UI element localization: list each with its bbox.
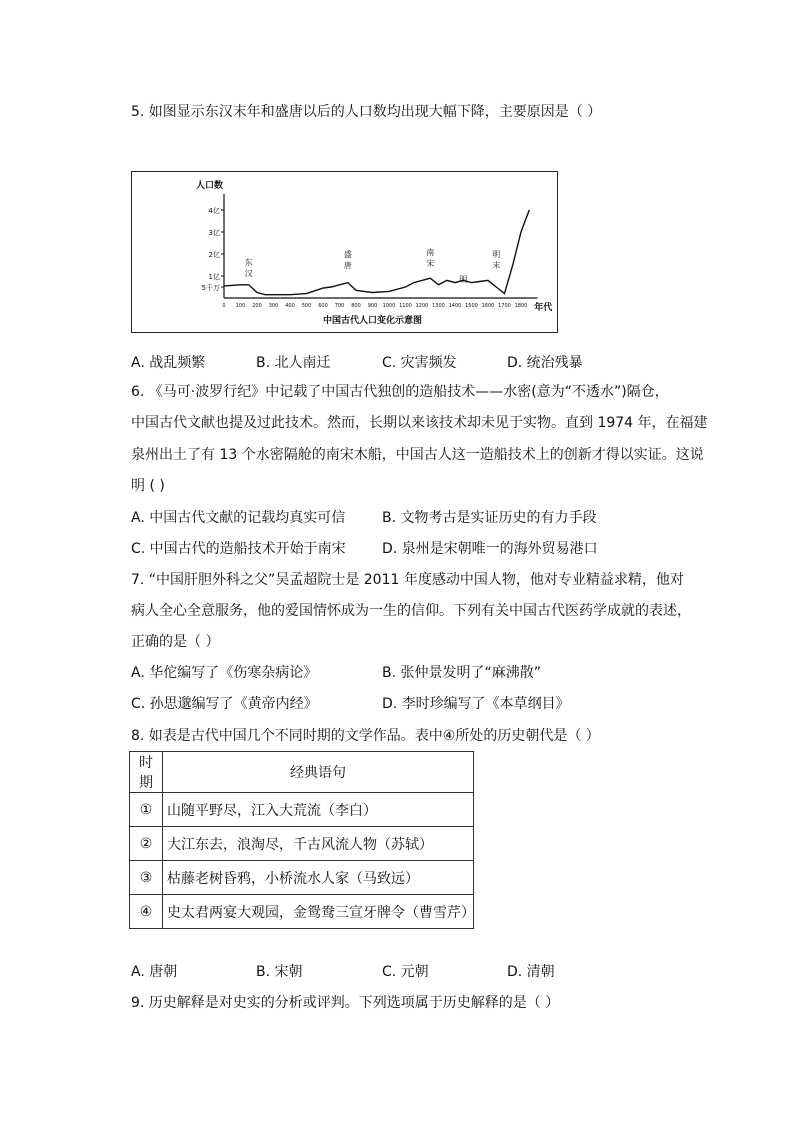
x-tick-label: 1000 <box>382 303 396 309</box>
annotation-label: 明 <box>459 275 468 284</box>
y-tick-label: 3亿 <box>208 229 220 237</box>
table-cell-quote: 山随平野尽，江入大荒流（李白） <box>163 793 474 827</box>
q7-line-3: 正确的是（ ） <box>131 634 220 650</box>
q6-option-a[interactable]: A. 中国古代文献的记载均真实可信 <box>131 510 346 526</box>
table-row <box>130 793 474 827</box>
x-tick-label: 700 <box>334 303 345 309</box>
q8-option-c[interactable]: C. 元朝 <box>382 964 429 980</box>
x-tick-label: 0 <box>222 303 226 309</box>
q7-option-d[interactable]: D. 李时珍编写了《本草纲目》 <box>382 696 570 712</box>
x-tick-label: 1800 <box>514 303 528 309</box>
annotation-label: 东 <box>244 258 253 267</box>
chart-title: 中国古代人口变化示意图 <box>322 316 423 326</box>
q8-stem: 8. 如表是古代中国几个不同时期的文学作品。表中④所处的历史朝代是（ ） <box>131 728 600 744</box>
q5-stem: 5. 如图显示东汉末年和盛唐以后的人口数均出现大幅下降，主要原因是（ ） <box>131 104 602 120</box>
q5-option-b[interactable]: B. 北人南迁 <box>256 355 331 371</box>
q7-option-b[interactable]: B. 张仲景发明了“麻沸散” <box>382 665 542 681</box>
x-tick-label: 1600 <box>481 303 495 309</box>
table-cell-period: ③ <box>130 861 163 895</box>
table-cell-quote: 大江东去，浪淘尽，千古风流人物（苏轼） <box>163 827 474 861</box>
q7-option-a[interactable]: A. 华佗编写了《伤寒杂病论》 <box>131 665 318 681</box>
x-tick-label: 500 <box>301 303 312 309</box>
table-cell-quote: 枯藤老树昏鸦，小桥流水人家（马致远） <box>163 861 474 895</box>
x-tick-label: 1500 <box>465 303 478 309</box>
x-tick-label: 1700 <box>498 303 511 309</box>
annotation-label: 盛 <box>343 250 352 259</box>
x-tick-label: 100 <box>235 303 246 309</box>
annotation-label: 明 <box>492 250 501 259</box>
q6-line-3: 泉州出土了有 13 个水密隔舱的南宋木船，中国古人这一造船技术上的创新才得以实证。这说 <box>131 447 704 463</box>
x-tick-label: 400 <box>285 303 295 309</box>
table-cell-quote: 史太君两宴大观园，金鸳鸯三宣牙牌令（曹雪芹） <box>163 895 474 929</box>
annotation-label: 南 <box>426 248 435 257</box>
x-tick-label: 900 <box>367 303 378 309</box>
q6-line-2: 中国古代文献也提及过此技术。然而，长期以来该技术却未见于实物。直到 1974 年，在福建 <box>131 415 708 431</box>
q6-option-d[interactable]: D. 泉州是宋朝唯一的海外贸易港口 <box>382 541 598 557</box>
population-chart <box>132 172 557 332</box>
x-tick-label: 600 <box>318 303 328 309</box>
y-tick-label: 4亿 <box>208 207 220 215</box>
q7-option-c[interactable]: C. 孙思邈编写了《黄帝内经》 <box>131 696 318 712</box>
q6-line-4: 明 ( ) <box>131 478 165 494</box>
x-tick-label: 800 <box>351 303 361 309</box>
x-tick-label: 1400 <box>448 303 462 309</box>
table-row <box>130 895 474 929</box>
q6-option-c[interactable]: C. 中国古代的造船技术开始于南宋 <box>131 541 346 557</box>
y-tick-label: 2亿 <box>208 251 220 259</box>
y-tick-label: 5千万 <box>201 284 220 292</box>
table-row <box>130 861 474 895</box>
x-tick-label: 1100 <box>399 303 412 309</box>
table-row <box>130 827 474 861</box>
q9-stem: 9. 历史解释是对史实的分析或评判。下列选项属于历史解释的是（ ） <box>131 995 560 1011</box>
table-cell-period: ① <box>130 793 163 827</box>
q5-option-c[interactable]: C. 灾害频发 <box>382 355 457 371</box>
q8-option-a[interactable]: A. 唐朝 <box>131 964 178 980</box>
table-header-period: 时期 <box>130 752 163 793</box>
y-axis-label: 人口数 <box>196 181 224 191</box>
population-line <box>224 210 529 295</box>
q6-line-1: 6. 《马可·波罗行纪》中记载了中国古代独创的造船技术——水密(意为“不透水”)隔仓， <box>131 384 669 400</box>
table-cell-period: ② <box>130 827 163 861</box>
literature-table <box>129 751 474 929</box>
q6-option-b[interactable]: B. 文物考古是实证历史的有力手段 <box>382 510 597 526</box>
x-tick-label: 200 <box>252 303 262 309</box>
q5-option-a[interactable]: A. 战乱频繁 <box>131 355 206 371</box>
x-tick-label: 1300 <box>432 303 445 309</box>
table-header-row <box>130 752 474 793</box>
q8-option-d[interactable]: D. 清朝 <box>507 964 555 980</box>
annotation-label: 宋 <box>426 259 435 268</box>
x-tick-label: 1200 <box>415 303 429 309</box>
y-tick-label: 1亿 <box>208 273 220 281</box>
annotation-label: 汉 <box>244 269 253 278</box>
table-cell-period: ④ <box>130 895 163 929</box>
x-tick-label: 300 <box>268 303 279 309</box>
q5-option-d[interactable]: D. 统治残暴 <box>507 355 583 371</box>
population-chart-figure <box>131 171 558 333</box>
q7-line-1: 7. “中国肝胆外科之父”吴孟超院士是 2011 年度感动中国人物，他对专业精益求精，他对 <box>131 572 684 588</box>
q8-option-b[interactable]: B. 宋朝 <box>256 964 303 980</box>
x-axis-label: 年代 <box>534 303 553 313</box>
annotation-label: 末 <box>492 261 501 270</box>
annotation-label: 唐 <box>343 261 352 270</box>
q7-line-2: 病人全心全意服务，他的爱国情怀成为一生的信仰。下列有关中国古代医药学成就的表述， <box>131 603 691 619</box>
table-header-quote: 经典语句 <box>163 752 474 793</box>
